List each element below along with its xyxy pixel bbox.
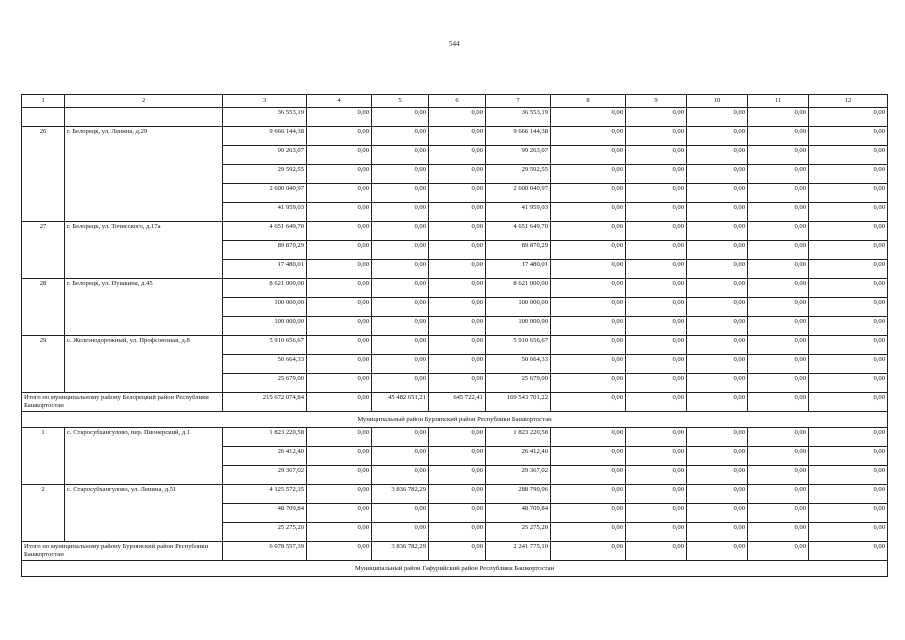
page-number: 544 — [449, 40, 460, 48]
value-cell: 0,00 — [372, 317, 429, 336]
address-cell: г. Белорецк, ул. Ленина, д.29 — [65, 127, 223, 222]
value-cell: 0,00 — [551, 428, 626, 447]
value-cell: 0,00 — [307, 542, 372, 561]
table-row — [22, 222, 888, 241]
value-cell: 0,00 — [626, 298, 687, 317]
value-cell: 2 241 775,10 — [486, 542, 551, 561]
value-cell: 0,00 — [626, 165, 687, 184]
value-cell: 0,00 — [626, 428, 687, 447]
table-row — [22, 279, 888, 298]
value-cell: 0,00 — [626, 146, 687, 165]
value-cell: 0,00 — [687, 542, 748, 561]
section-row — [22, 561, 888, 577]
address-cell: г. Белорецк, ул. Точисского, д.17а — [65, 222, 223, 279]
column-header: 12 — [809, 95, 888, 108]
value-cell: 0,00 — [687, 485, 748, 504]
value-cell: 4 651 649,70 — [223, 222, 307, 241]
table-body — [22, 95, 888, 577]
value-cell: 0,00 — [748, 127, 809, 146]
value-cell: 0,00 — [626, 485, 687, 504]
value-cell: 50 664,33 — [486, 355, 551, 374]
value-cell: 6 078 557,39 — [223, 542, 307, 561]
value-cell: 0,00 — [429, 523, 486, 542]
value-cell: 0,00 — [748, 542, 809, 561]
value-cell: 9 666 144,38 — [486, 127, 551, 146]
value-cell: 0,00 — [551, 542, 626, 561]
value-cell: 0,00 — [687, 146, 748, 165]
value-cell: 29 592,55 — [223, 165, 307, 184]
value-cell: 0,00 — [748, 203, 809, 222]
column-header: 7 — [486, 95, 551, 108]
value-cell: 0,00 — [307, 466, 372, 485]
value-cell: 0,00 — [307, 279, 372, 298]
value-cell: 0,00 — [687, 165, 748, 184]
value-cell: 0,00 — [809, 127, 888, 146]
value-cell: 0,00 — [626, 203, 687, 222]
value-cell: 0,00 — [626, 317, 687, 336]
value-cell: 0,00 — [748, 523, 809, 542]
value-cell: 89 870,29 — [223, 241, 307, 260]
value-cell: 29 367,02 — [486, 466, 551, 485]
value-cell: 100 000,00 — [223, 298, 307, 317]
value-cell: 0,00 — [429, 355, 486, 374]
row-number: 1 — [22, 428, 65, 485]
value-cell: 0,00 — [307, 355, 372, 374]
value-cell: 0,00 — [372, 523, 429, 542]
value-cell: 0,00 — [748, 165, 809, 184]
value-cell: 0,00 — [429, 222, 486, 241]
column-header: 6 — [429, 95, 486, 108]
value-cell: 0,00 — [429, 485, 486, 504]
value-cell: 0,00 — [809, 279, 888, 298]
value-cell: 0,00 — [551, 504, 626, 523]
table-row — [22, 485, 888, 504]
value-cell: 89 870,29 — [486, 241, 551, 260]
value-cell: 0,00 — [748, 260, 809, 279]
value-cell: 0,00 — [809, 355, 888, 374]
value-cell: 0,00 — [809, 428, 888, 447]
value-cell: 0,00 — [687, 108, 748, 127]
value-cell: 0,00 — [809, 542, 888, 561]
value-cell: 0,00 — [687, 127, 748, 146]
value-cell: 0,00 — [551, 127, 626, 146]
value-cell: 0,00 — [307, 184, 372, 203]
value-cell: 0,00 — [626, 184, 687, 203]
value-cell: 645 722,41 — [429, 393, 486, 412]
value-cell: 5 910 656,67 — [223, 336, 307, 355]
value-cell: 0,00 — [748, 222, 809, 241]
value-cell: 0,00 — [551, 485, 626, 504]
value-cell: 0,00 — [307, 428, 372, 447]
value-cell: 0,00 — [307, 317, 372, 336]
value-cell: 0,00 — [307, 336, 372, 355]
value-cell: 100 000,00 — [486, 298, 551, 317]
value-cell: 8 621 000,00 — [223, 279, 307, 298]
total-label: Итого по муниципальному району Белорецкий район Республики Башкортостан — [22, 393, 223, 412]
value-cell: 0,00 — [551, 523, 626, 542]
value-cell: 0,00 — [429, 447, 486, 466]
value-cell: 0,00 — [748, 298, 809, 317]
row-number: 28 — [22, 279, 65, 336]
value-cell: 0,00 — [687, 374, 748, 393]
value-cell: 215 672 074,84 — [223, 393, 307, 412]
column-header: 1 — [22, 95, 65, 108]
value-cell: 0,00 — [429, 146, 486, 165]
value-cell: 0,00 — [307, 523, 372, 542]
value-cell: 0,00 — [429, 298, 486, 317]
value-cell: 1 823 220,58 — [223, 428, 307, 447]
value-cell: 0,00 — [372, 466, 429, 485]
value-cell: 0,00 — [372, 279, 429, 298]
value-cell: 0,00 — [687, 428, 748, 447]
value-cell: 0,00 — [809, 466, 888, 485]
total-row — [22, 542, 888, 561]
value-cell: 100 000,00 — [486, 317, 551, 336]
value-cell: 2 600 040,97 — [223, 184, 307, 203]
value-cell: 29 592,55 — [486, 165, 551, 184]
value-cell: 0,00 — [307, 108, 372, 127]
value-cell: 0,00 — [687, 222, 748, 241]
value-cell: 0,00 — [687, 466, 748, 485]
section-row — [22, 412, 888, 428]
value-cell: 0,00 — [626, 260, 687, 279]
value-cell: 0,00 — [551, 317, 626, 336]
value-cell: 0,00 — [626, 279, 687, 298]
value-cell: 0,00 — [626, 542, 687, 561]
value-cell: 0,00 — [372, 203, 429, 222]
value-cell: 0,00 — [551, 466, 626, 485]
value-cell: 0,00 — [626, 393, 687, 412]
value-cell: 0,00 — [372, 222, 429, 241]
column-header: 5 — [372, 95, 429, 108]
value-cell: 0,00 — [429, 504, 486, 523]
value-cell: 0,00 — [748, 428, 809, 447]
value-cell: 48 709,84 — [223, 504, 307, 523]
address-cell: с. Старосубхангулово, ул. Ленина, д.51 — [65, 485, 223, 542]
value-cell: 0,00 — [429, 260, 486, 279]
value-cell: 25 679,00 — [223, 374, 307, 393]
value-cell: 0,00 — [809, 241, 888, 260]
value-cell: 0,00 — [429, 241, 486, 260]
value-cell: 0,00 — [372, 336, 429, 355]
column-header: 10 — [687, 95, 748, 108]
value-cell: 0,00 — [626, 466, 687, 485]
value-cell: 0,00 — [372, 260, 429, 279]
value-cell: 0,00 — [809, 336, 888, 355]
value-cell: 50 664,33 — [223, 355, 307, 374]
value-cell: 0,00 — [809, 222, 888, 241]
value-cell: 0,00 — [307, 241, 372, 260]
value-cell: 0,00 — [429, 127, 486, 146]
value-cell: 0,00 — [626, 127, 687, 146]
value-cell: 0,00 — [429, 336, 486, 355]
value-cell: 0,00 — [626, 447, 687, 466]
row-number: 2 — [22, 485, 65, 542]
row-number — [22, 108, 65, 127]
value-cell: 0,00 — [551, 203, 626, 222]
value-cell: 0,00 — [748, 447, 809, 466]
value-cell: 0,00 — [307, 447, 372, 466]
value-cell: 0,00 — [372, 374, 429, 393]
value-cell: 0,00 — [307, 127, 372, 146]
value-cell: 5 910 656,67 — [486, 336, 551, 355]
value-cell: 0,00 — [687, 298, 748, 317]
value-cell: 0,00 — [429, 203, 486, 222]
value-cell: 0,00 — [626, 241, 687, 260]
value-cell: 0,00 — [429, 165, 486, 184]
value-cell: 0,00 — [551, 355, 626, 374]
value-cell: 0,00 — [372, 428, 429, 447]
value-cell: 0,00 — [429, 374, 486, 393]
value-cell: 29 367,02 — [223, 466, 307, 485]
value-cell: 0,00 — [626, 108, 687, 127]
value-cell: 17 480,01 — [486, 260, 551, 279]
address-cell: г. Белорецк, ул. Пушкина, д.45 — [65, 279, 223, 336]
value-cell: 0,00 — [626, 222, 687, 241]
value-cell: 0,00 — [809, 203, 888, 222]
value-cell: 0,00 — [307, 260, 372, 279]
value-cell: 3 836 782,29 — [372, 542, 429, 561]
value-cell: 0,00 — [372, 165, 429, 184]
value-cell: 0,00 — [687, 203, 748, 222]
value-cell: 0,00 — [687, 504, 748, 523]
table-row — [22, 108, 888, 127]
value-cell: 0,00 — [748, 146, 809, 165]
value-cell: 0,00 — [748, 466, 809, 485]
value-cell: 0,00 — [748, 336, 809, 355]
section-title: Муниципальный район Бурзянский район Республики Башкортостан — [22, 412, 888, 428]
value-cell: 0,00 — [307, 298, 372, 317]
value-cell: 0,00 — [429, 108, 486, 127]
value-cell: 0,00 — [809, 108, 888, 127]
total-row — [22, 393, 888, 412]
value-cell: 0,00 — [748, 184, 809, 203]
value-cell: 0,00 — [551, 260, 626, 279]
row-number: 26 — [22, 127, 65, 222]
value-cell: 0,00 — [687, 317, 748, 336]
value-cell: 0,00 — [687, 241, 748, 260]
value-cell: 17 480,01 — [223, 260, 307, 279]
value-cell: 0,00 — [626, 355, 687, 374]
table-row — [22, 428, 888, 447]
value-cell: 169 543 701,22 — [486, 393, 551, 412]
value-cell: 25 275,20 — [223, 523, 307, 542]
column-header: 8 — [551, 95, 626, 108]
value-cell: 0,00 — [687, 184, 748, 203]
value-cell: 0,00 — [626, 336, 687, 355]
value-cell: 0,00 — [307, 393, 372, 412]
value-cell: 0,00 — [372, 127, 429, 146]
value-cell: 0,00 — [551, 279, 626, 298]
value-cell: 0,00 — [372, 146, 429, 165]
value-cell: 0,00 — [809, 485, 888, 504]
value-cell: 0,00 — [429, 184, 486, 203]
value-cell: 0,00 — [809, 504, 888, 523]
value-cell: 0,00 — [809, 317, 888, 336]
value-cell: 0,00 — [809, 260, 888, 279]
column-header: 9 — [626, 95, 687, 108]
table-row — [22, 127, 888, 146]
value-cell: 25 679,00 — [486, 374, 551, 393]
value-cell: 0,00 — [372, 504, 429, 523]
value-cell: 0,00 — [429, 317, 486, 336]
section-title: Муниципальный район Гафурийский район Республики Башкортостан — [22, 561, 888, 577]
value-cell: 0,00 — [809, 447, 888, 466]
header-row — [22, 95, 888, 108]
value-cell: 0,00 — [307, 222, 372, 241]
value-cell: 0,00 — [372, 447, 429, 466]
table-row — [22, 336, 888, 355]
value-cell: 0,00 — [809, 393, 888, 412]
value-cell: 0,00 — [307, 165, 372, 184]
value-cell: 0,00 — [551, 222, 626, 241]
value-cell: 0,00 — [551, 184, 626, 203]
value-cell: 0,00 — [551, 336, 626, 355]
value-cell: 36 553,19 — [486, 108, 551, 127]
value-cell: 0,00 — [809, 298, 888, 317]
value-cell: 0,00 — [687, 393, 748, 412]
value-cell: 0,00 — [307, 203, 372, 222]
value-cell: 4 651 649,70 — [486, 222, 551, 241]
value-cell: 0,00 — [429, 466, 486, 485]
value-cell: 0,00 — [626, 523, 687, 542]
value-cell: 0,00 — [551, 241, 626, 260]
address-cell: с. Железнодорожный, ул. Профсоюзная, д.8 — [65, 336, 223, 393]
value-cell: 0,00 — [809, 184, 888, 203]
value-cell: 288 790,06 — [486, 485, 551, 504]
value-cell: 9 666 144,38 — [223, 127, 307, 146]
value-cell: 0,00 — [748, 241, 809, 260]
value-cell: 0,00 — [809, 165, 888, 184]
value-cell: 36 553,19 — [223, 108, 307, 127]
value-cell: 0,00 — [748, 108, 809, 127]
value-cell: 0,00 — [809, 146, 888, 165]
row-number: 29 — [22, 336, 65, 393]
value-cell: 2 600 040,97 — [486, 184, 551, 203]
value-cell: 0,00 — [687, 523, 748, 542]
value-cell: 0,00 — [372, 184, 429, 203]
value-cell: 25 275,20 — [486, 523, 551, 542]
value-cell: 0,00 — [372, 355, 429, 374]
value-cell: 0,00 — [809, 523, 888, 542]
value-cell: 1 823 220,58 — [486, 428, 551, 447]
value-cell: 4 125 572,35 — [223, 485, 307, 504]
value-cell: 0,00 — [687, 355, 748, 374]
column-header: 4 — [307, 95, 372, 108]
value-cell: 0,00 — [687, 336, 748, 355]
value-cell: 0,00 — [748, 374, 809, 393]
value-cell: 0,00 — [307, 504, 372, 523]
value-cell: 45 482 651,21 — [372, 393, 429, 412]
value-cell: 0,00 — [372, 108, 429, 127]
value-cell: 0,00 — [551, 393, 626, 412]
value-cell: 0,00 — [687, 279, 748, 298]
value-cell: 99 263,07 — [223, 146, 307, 165]
value-cell: 0,00 — [551, 108, 626, 127]
value-cell: 99 263,07 — [486, 146, 551, 165]
budget-table — [21, 94, 888, 577]
value-cell: 0,00 — [429, 542, 486, 561]
value-cell: 8 621 000,00 — [486, 279, 551, 298]
value-cell: 0,00 — [748, 485, 809, 504]
value-cell: 0,00 — [307, 146, 372, 165]
value-cell: 100 000,00 — [223, 317, 307, 336]
value-cell: 41 959,03 — [486, 203, 551, 222]
value-cell: 0,00 — [687, 447, 748, 466]
value-cell: 0,00 — [687, 260, 748, 279]
value-cell: 0,00 — [748, 355, 809, 374]
value-cell: 0,00 — [809, 374, 888, 393]
value-cell: 41 959,03 — [223, 203, 307, 222]
value-cell: 0,00 — [551, 447, 626, 466]
value-cell: 26 412,40 — [486, 447, 551, 466]
column-header: 11 — [748, 95, 809, 108]
total-label: Итого по муниципальному району Бурзянский район Республики Башкортостан — [22, 542, 223, 561]
value-cell: 0,00 — [551, 165, 626, 184]
value-cell: 0,00 — [748, 279, 809, 298]
value-cell: 0,00 — [429, 279, 486, 298]
value-cell: 0,00 — [748, 317, 809, 336]
value-cell: 0,00 — [429, 428, 486, 447]
value-cell: 3 836 782,29 — [372, 485, 429, 504]
value-cell: 0,00 — [307, 374, 372, 393]
value-cell: 26 412,40 — [223, 447, 307, 466]
value-cell: 48 709,84 — [486, 504, 551, 523]
address-cell: с. Старосубхангулово, пер. Пионерский, д.1 — [65, 428, 223, 485]
value-cell: 0,00 — [748, 393, 809, 412]
value-cell: 0,00 — [748, 504, 809, 523]
value-cell: 0,00 — [372, 298, 429, 317]
value-cell: 0,00 — [372, 241, 429, 260]
value-cell: 0,00 — [551, 146, 626, 165]
value-cell: 0,00 — [626, 374, 687, 393]
column-header: 2 — [65, 95, 223, 108]
value-cell: 0,00 — [551, 298, 626, 317]
value-cell: 0,00 — [626, 504, 687, 523]
row-number: 27 — [22, 222, 65, 279]
address-cell — [65, 108, 223, 127]
value-cell: 0,00 — [551, 374, 626, 393]
column-header: 3 — [223, 95, 307, 108]
value-cell: 0,00 — [307, 485, 372, 504]
